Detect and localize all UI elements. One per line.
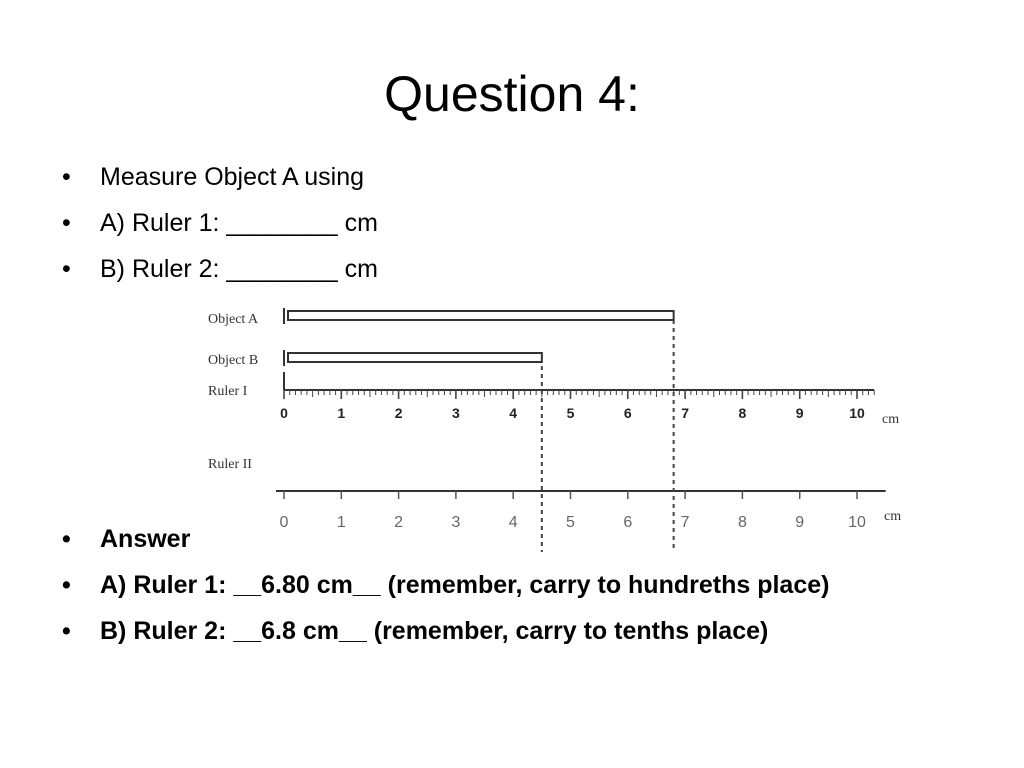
bullet-ruler1-blank: • A) Ruler 1: ________ cm <box>62 208 962 238</box>
ruler1-tick-label: 6 <box>623 405 632 421</box>
ruler2-tick-label: 4 <box>508 514 518 531</box>
ruler2-tick-label: 7 <box>680 514 690 531</box>
ruler2-tick-label: 0 <box>279 514 289 531</box>
answer-ruler1: • A) Ruler 1: __6.80 cm__ (remember, carry to hundreths place) <box>62 570 1022 600</box>
answer-heading: • Answer <box>62 524 1022 554</box>
question-bullets <box>62 162 962 300</box>
ruler1-tick-label: 3 <box>452 405 460 421</box>
object-a-bar <box>288 311 674 320</box>
ruler1-tick-label: 9 <box>795 405 804 421</box>
answer-bullets <box>62 524 1022 662</box>
ruler1-tick-label: 1 <box>337 405 346 421</box>
ruler2-tick-label: 5 <box>566 514 575 531</box>
ruler1-tick-label: 5 <box>566 405 575 421</box>
ruler1-tick-label: 2 <box>394 405 403 421</box>
slide-title: Question 4: <box>384 66 640 122</box>
ruler1-tick-label: 4 <box>509 405 518 421</box>
ruler1-unit: cm <box>882 412 900 427</box>
ruler2-tick-label: 2 <box>394 514 404 531</box>
ruler2-tick-label: 3 <box>451 514 461 531</box>
ruler2-tick-label: 6 <box>623 514 633 531</box>
ruler1-tick-label: 0 <box>280 405 288 421</box>
answer-ruler2: • B) Ruler 2: __6.8 cm__ (remember, carry to tenths place) <box>62 616 1022 646</box>
ruler2-tick-label: 9 <box>795 514 805 531</box>
ruler1-tick-label: 8 <box>738 405 747 421</box>
ruler1-tick-label: 7 <box>681 405 689 421</box>
ruler2-tick-label: 8 <box>737 514 747 531</box>
ruler2-tick-label: 1 <box>336 514 346 531</box>
ruler2-tick-label: 10 <box>848 514 866 531</box>
bullet-ruler2-blank: • B) Ruler 2: ________ cm <box>62 254 962 284</box>
ruler-figure <box>204 296 964 556</box>
ruler1-tick-label: 10 <box>849 405 865 421</box>
ruler-diagram <box>204 296 964 556</box>
object-b-label: Object B <box>208 353 259 368</box>
object-b-bar <box>288 353 542 362</box>
object-a-label: Object A <box>208 312 259 327</box>
ruler2-label: Ruler II <box>208 457 252 472</box>
ruler1-label: Ruler I <box>208 384 248 399</box>
ruler2-unit: cm <box>884 509 902 524</box>
bullet-measure: • Measure Object A using <box>62 162 962 192</box>
